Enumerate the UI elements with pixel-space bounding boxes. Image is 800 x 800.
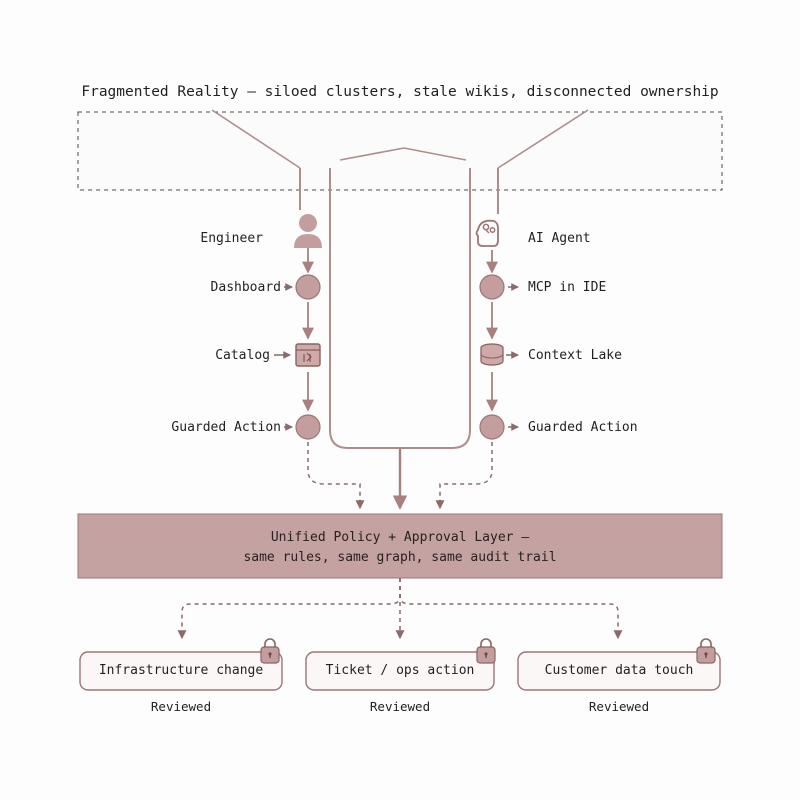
fragmented-reality-band bbox=[78, 112, 722, 190]
outcome-label-customer-data[interactable]: Customer data touch bbox=[544, 663, 694, 678]
catalog-node bbox=[296, 344, 320, 366]
catalog-label: Catalog bbox=[215, 348, 270, 363]
left-guarded-action-node bbox=[296, 415, 320, 439]
central-funnel bbox=[330, 168, 470, 448]
right-guarded-action-label: Guarded Action bbox=[528, 420, 638, 435]
outcome-path-left bbox=[182, 578, 400, 638]
mcp-node bbox=[480, 275, 504, 299]
context-lake-node bbox=[481, 344, 503, 365]
outcome-status-ticket: Reviewed bbox=[369, 699, 431, 714]
ai-agent-icon bbox=[477, 221, 499, 246]
right-converge-path bbox=[440, 442, 492, 508]
outcome-status-customer-data: Reviewed bbox=[588, 699, 650, 714]
outcome-label-infrastructure[interactable]: Infrastructure change bbox=[98, 663, 264, 678]
left-guarded-action-label: Guarded Action bbox=[171, 420, 281, 435]
dashboard-node bbox=[296, 275, 320, 299]
outcome-path-right bbox=[400, 578, 618, 638]
context-lake-label: Context Lake bbox=[528, 348, 622, 363]
engineer-label: Engineer bbox=[200, 231, 263, 246]
mcp-label: MCP in IDE bbox=[528, 280, 607, 295]
left-converge-path bbox=[308, 442, 360, 508]
ai-agent-label: AI Agent bbox=[528, 231, 591, 246]
right-guarded-action-node bbox=[480, 415, 504, 439]
outcome-status-infrastructure: Reviewed bbox=[150, 699, 212, 714]
policy-band-line1: Unified Policy + Approval Layer — bbox=[270, 530, 530, 545]
dashboard-label: Dashboard bbox=[210, 280, 281, 295]
policy-band-line2: same rules, same graph, same audit trail bbox=[243, 550, 557, 565]
diagram-title: Fragmented Reality — siloed clusters, stale wikis, disconnected ownership bbox=[81, 84, 719, 100]
outcome-label-ticket[interactable]: Ticket / ops action bbox=[325, 663, 475, 678]
engineer-icon bbox=[294, 214, 322, 248]
